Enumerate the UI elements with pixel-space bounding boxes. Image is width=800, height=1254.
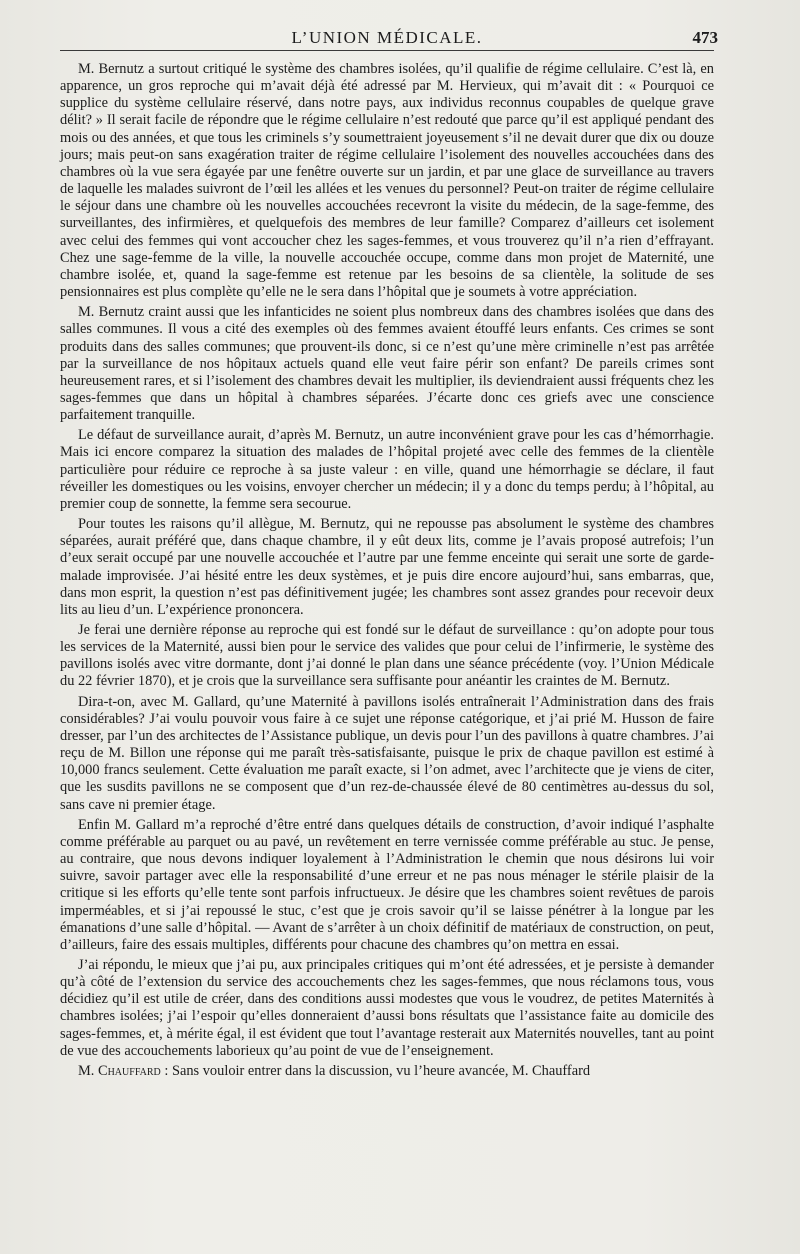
speaker-name: M. Chauffard :	[78, 1062, 169, 1079]
speaker-paragraph	[60, 1063, 714, 1080]
running-header	[60, 20, 718, 51]
paragraph: Enfin M. Gallard m’a reproché d’être entré dans quelques détails de construction, d’avoir indiqué l’asphalte comme préférable au parquet ou au pavé, un revêtement en terre vernissée comme préférable au stuc. Je pense, au contraire, que nous devons indiquer loyalement à l’Administration le chemin que nous désirons lui voir suivre, savoir partager avec elle la responsabilité d’une erreur et ne pas nous ménager le stérile plaisir de la critique si les efforts qu’elle tente sont parfois infructueux. Je désire que les chambres soient revêtues de parois imperméables, et si j’ai repoussé le stuc, c’est que je crois savoir qu’il se laisse pénétrer à la longue par les émanations d’une salle d’hôpital. — Avant de s’arrêter à un choix définitif de matériaux de construction, on peut, d’ailleurs, faire des essais multiples, différents pour chacune des chambres qu’on mettra en essai.	[60, 816, 714, 953]
paragraph: Le défaut de surveillance aurait, d’après M. Bernutz, un autre inconvénient grave pour les cas d’hémorrhagie. Mais ici encore comparez la situation des malades de l’hôpital projeté avec celle des femmes de la clientèle particulière pour réduire ce reproche à sa juste valeur : en ville, quand une hémorrhagie se déclare, il faut réveiller les domestiques ou les voisins, envoyer chercher un médecin; il y a donc du temps perdu; à l’hôpital, au premier coup de sonnette, la femme sera secourue.	[60, 427, 714, 512]
paragraph: M. Bernutz craint aussi que les infanticides ne soient plus nombreux dans des chambres isolées que dans des salles communes. Il vous a cité des exemples où des femmes avaient étouffé leurs enfants. Ces crimes se sont produits dans des salles communes; que prouvent-ils donc, si ce n’est qu’une mère criminelle n’est pas arrêtée par la surveillance de nos hôpitaux actuels quand elle veut faire périr son enfant? De pareils crimes sont heureusement rares, et si l’isolement des chambres devait les multiplier, ils deviendraient aussi fréquents chez les sages-femmes que dans un hôpital à chambres séparées. J’écarte donc ces griefs avec une conscience parfaitement tranquille.	[60, 304, 714, 424]
paragraph: M. Bernutz a surtout critiqué le système des chambres isolées, qu’il qualifie de régime cellulaire. C’est là, en apparence, un gros reproche qui m’avait déjà été adressé par M. Hervieux, qui m’avait dit : « Pourquoi ce supplice du système cellulaire réservé, dans notre pays, aux individus reconnus coupables de quelque grave délit? » Il serait facile de répondre que le régime cellulaire n’est redouté que parce qu’il est appliqué pendant des mois ou des années, et que tous les criminels s’y soumettraient joyeusement s’il ne devait durer que dix ou douze jours; mais peut-on sans exagération traiter de régime cellulaire l’isolement des nouvelles accouchées dans des chambres où la vue sera égayée par une fenêtre ouverte sur un jardin, et par une glace de surveillance au travers de laquelle les malades suivront de l’œil les allées et les venues du personnel? Peut-on traiter de régime cellulaire le séjour dans une chambre où les nouvelles accouchées recevront la visite du médecin, de la sage-femme, des surveillantes, des infirmières, et quelquefois des membres de leur famille? Comparez d’ailleurs cet isolement avec celui des femmes qui vont accoucher chez les sages-femmes, et vous trouverez qu’il n’a rien d’effrayant. Chez une sage-femme de la ville, la nouvelle accouchée occupe, comme dans mon projet de Maternité, une chambre isolée, et, quand la sage-femme est retenue par les besoins de sa clientèle, la solitude de ses pensionnaires est plus complète qu’elle ne le sera dans l’hôpital que je soumets à votre appréciation.	[60, 61, 714, 301]
paragraph: Dira-t-on, avec M. Gallard, qu’une Maternité à pavillons isolés entraînerait l’Administration dans des frais considérables? J’ai voulu pouvoir vous faire à ce sujet une réponse catégorique, et j’ai prié M. Husson de faire dresser, par l’un des architectes de l’Assistance publique, un devis pour l’un des pavillons à quatre chambres. J’ai reçu de M. Billon une réponse qui me paraît très-satisfaisante, puisque le prix de chaque pavillon est estimé à 10,000 francs seulement. Cette évaluation me paraît exacte, si l’on admet, avec l’architecte que je viens de citer, que les susdits pavillons ne se composent que d’un rez-de-chaussée élevé de 80 centimètres au-dessus du sol, sans cave ni premier étage.	[60, 693, 714, 813]
journal-title: L’UNION MÉDICALE.	[291, 28, 483, 47]
paragraph: Je ferai une dernière réponse au reproche qui est fondé sur le défaut de surveillance : qu’on adopte pour tous les services de la Maternité, aussi bien pour le service des valides que pour celui de l’infirmerie, le système des pavillons isolés avec vitre dormante, dont j’ai donné le plan dans une séance précédente (voy. l’Union Médicale du 22 février 1870), et je crois que la surveillance sera suffisante pour anéantir les craintes de M. Bernutz.	[60, 622, 714, 690]
paragraph: J’ai répondu, le mieux que j’ai pu, aux principales critiques qui m’ont été adressées, et je persiste à demander qu’à côté de l’extension du service des accouchements chez les sages-femmes, que nous réclamons tous, vous décidiez qu’il est utile de créer, dans des conditions aussi modestes que vous le voudrez, de petites Maternités à chambres isolées; j’ai l’espoir qu’elles donneraient d’aussi bons résultats que l’assistance faite au domicile des sages-femmes, et, à mérite égal, il est évident que tout l’avantage resterait aux Maternités nouvelles, tant au point de vue des accouchements laborieux qu’au point de vue de l’enseignement.	[60, 956, 714, 1059]
paragraph: Pour toutes les raisons qu’il allègue, M. Bernutz, qui ne repousse pas absolument le système des chambres séparées, aurait préféré que, dans chaque chambre, il y eût deux lits, comme je l’avais proposé autrefois; l’un d’eux serait occupé par une nouvelle accouchée et l’autre par une femme enceinte qui serait une sorte de garde-malade improvisée. J’ai hésité entre les deux systèmes, et je puis dire encore aujourd’hui, sans embarras, que, dans mon esprit, la question n’est pas définitivement jugée; les chambres sont assez grandes pour recevoir deux lits au lieu d’un. L’expérience prononcera.	[60, 516, 714, 618]
article-body	[60, 61, 714, 1080]
speaker-text: Sans vouloir entrer dans la discussion, vu l’heure avancée, M. Chauffard	[168, 1062, 591, 1079]
page-number: 473	[692, 28, 718, 47]
